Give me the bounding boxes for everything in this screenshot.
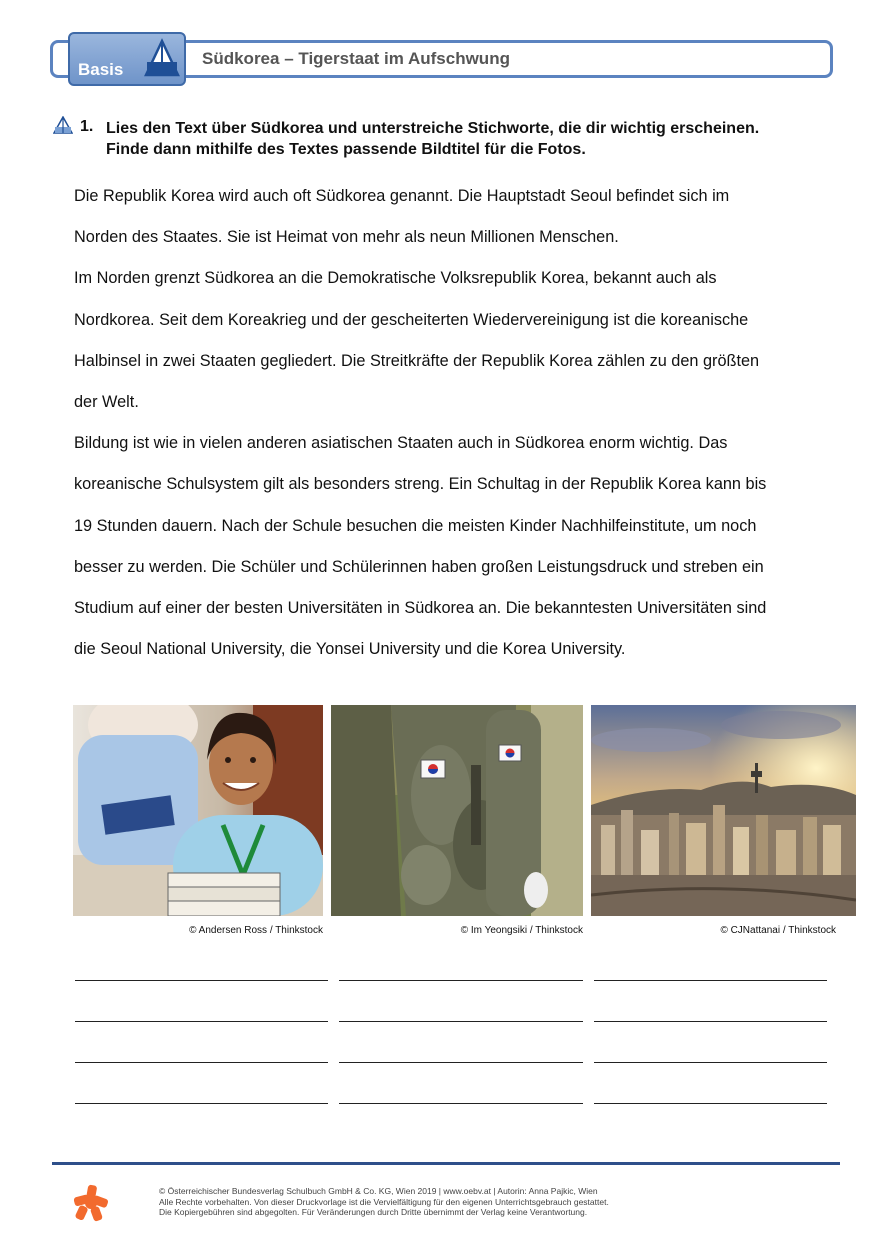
basis-badge [68, 32, 186, 86]
task-number: 1. [80, 118, 94, 135]
answer-line[interactable] [594, 1021, 827, 1022]
text-line: Nordkorea. Seit dem Koreakrieg und der gescheiterten Wiedervereinigung ist die koreanische [74, 310, 749, 329]
answer-line[interactable] [339, 1062, 583, 1063]
answer-line[interactable] [75, 1062, 328, 1063]
text-line: die Seoul National University, die Yonsei University und die Korea University. [74, 640, 626, 659]
footer-copyright [159, 1186, 609, 1218]
text-line: koreanische Schulsystem gilt als besonders streng. Ein Schultag in der Republik Korea kann bis [74, 475, 767, 494]
answer-line[interactable] [339, 980, 583, 981]
text-line: besser zu werden. Die Schüler und Schülerinnen haben großen Leistungsdruck und streben ein [74, 557, 764, 576]
task-line-2: Finde dann mithilfe des Textes passende Bildtitel für die Fotos. [106, 141, 586, 158]
answer-line[interactable] [75, 1021, 328, 1022]
footer-divider [52, 1162, 840, 1165]
photo-credit: © Andersen Ross / Thinkstock [189, 925, 323, 936]
answer-line[interactable] [75, 980, 328, 981]
photo-soldiers [331, 705, 583, 916]
footer-line: © Österreichischer Bundesverlag Schulbuch GmbH & Co. KG, Wien 2019 | www.oebv.at | Autorin: Anna Pajkic, Wien [159, 1186, 598, 1196]
footer-line: Alle Rechte vorbehalten. Von dieser Druckvorlage ist die Vervielfältigung für den eigenen Unterrichtsgebrauch gestattet. [159, 1196, 609, 1207]
level-triangle-icon [144, 38, 180, 78]
text-line: Im Norden grenzt Südkorea an die Demokratische Volksrepublik Korea, bekannt auch als [74, 269, 717, 288]
text-line: 19 Stunden dauern. Nach der Schule besuchen die meisten Kinder Nachhilfeinstitute, um noch [74, 516, 757, 535]
photo-student [73, 705, 323, 916]
level-indicator-icon [53, 116, 73, 134]
basis-label: Basis [78, 60, 124, 79]
task-instruction [106, 118, 866, 160]
answer-line[interactable] [75, 1103, 328, 1104]
answer-line[interactable] [594, 1062, 827, 1063]
answer-line[interactable] [339, 1021, 583, 1022]
text-line: Die Republik Korea wird auch oft Südkorea genannt. Die Hauptstadt Seoul befindet sich im [74, 187, 730, 205]
answer-line[interactable] [339, 1103, 583, 1104]
publisher-logo-icon [72, 1184, 110, 1222]
text-line: Halbinsel in zwei Staaten gegliedert. Die Streitkräfte der Republik Korea zählen zu den größten [74, 351, 760, 370]
footer-line: Die Kopiergebühren sind abgegolten. Für Veränderungen durch Dritte übernimmt der Verlag keine Verantwortung. [159, 1207, 588, 1217]
text-line: Studium auf einer der besten Universitäten in Südkorea an. Die bekanntesten Universitäten sind [74, 599, 767, 618]
photo-credit: © CJNattanai / Thinkstock [720, 925, 836, 936]
task-line-1: Lies den Text über Südkorea und unterstreiche Stichworte, die dir wichtig erscheinen. [106, 120, 760, 137]
answer-line[interactable] [594, 1103, 827, 1104]
answer-line[interactable] [594, 980, 827, 981]
text-line: Norden des Staates. Sie ist Heimat von mehr als neun Millionen Menschen. [74, 228, 619, 247]
photo-seoul-skyline [591, 705, 856, 916]
photo-credit: © Im Yeongsiki / Thinkstock [460, 925, 583, 936]
worksheet-title: Südkorea – Tigerstaat im Aufschwung [202, 49, 510, 68]
reading-text [74, 176, 864, 670]
text-line: Bildung ist wie in vielen anderen asiatischen Staaten auch in Südkorea enorm wichtig. Das [74, 434, 728, 453]
text-line: der Welt. [74, 393, 139, 412]
